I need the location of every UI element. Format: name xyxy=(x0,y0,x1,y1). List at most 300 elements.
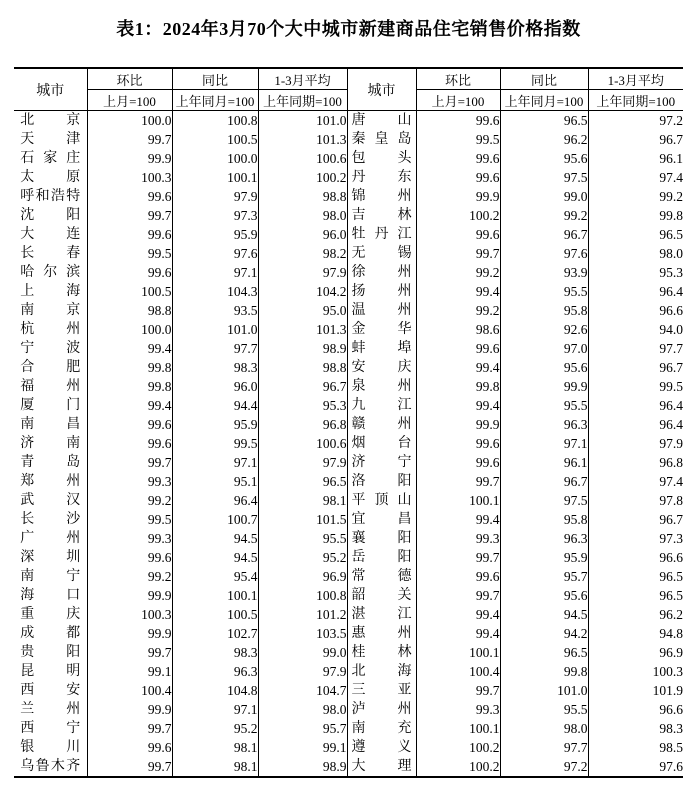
value-cell: 99.7 xyxy=(87,719,172,738)
value-cell: 95.3 xyxy=(258,396,347,415)
city-cell xyxy=(14,206,87,225)
table-row xyxy=(14,567,683,586)
table-row xyxy=(14,149,683,168)
city-name: 泸 州 xyxy=(351,702,412,717)
value-cell: 99.3 xyxy=(87,529,172,548)
header-mom-right: 环比 xyxy=(416,68,500,90)
value-cell: 94.5 xyxy=(500,605,588,624)
city-name: 金 华 xyxy=(351,322,412,337)
value-cell: 97.7 xyxy=(500,738,588,757)
value-cell: 99.8 xyxy=(87,358,172,377)
value-cell: 96.7 xyxy=(659,131,683,147)
city-name: 湛 江 xyxy=(351,607,412,622)
city-name: 徐 州 xyxy=(351,265,412,280)
table-row xyxy=(14,339,683,358)
city-cell xyxy=(14,301,87,320)
city-cell xyxy=(14,757,87,777)
value-cell: 96.5 xyxy=(659,568,683,584)
value-cell: 97.4 xyxy=(659,169,683,185)
city-name: 深 圳 xyxy=(20,550,81,565)
city-name: 太 原 xyxy=(20,170,81,185)
value-cell: 94.0 xyxy=(659,321,683,337)
value-cell: 100.7 xyxy=(172,510,258,529)
value-cell: 99.5 xyxy=(172,434,258,453)
value-cell: 94.4 xyxy=(172,396,258,415)
value-cell: 99.6 xyxy=(87,225,172,244)
city-cell xyxy=(347,719,416,738)
value-cell: 94.2 xyxy=(500,624,588,643)
value-cell: 98.1 xyxy=(172,757,258,777)
city-name: 海 口 xyxy=(20,588,81,603)
city-name: 济 宁 xyxy=(351,455,412,470)
value-cell: 100.2 xyxy=(416,206,500,225)
city-cell xyxy=(14,282,87,301)
city-cell xyxy=(14,586,87,605)
city-name: 昆 明 xyxy=(20,664,81,679)
page-title: 表1：2024年3月70个大中城市新建商品住宅销售价格指数 xyxy=(116,19,581,39)
city-cell xyxy=(347,548,416,567)
value-cell: 95.5 xyxy=(500,282,588,301)
value-cell: 99.6 xyxy=(416,111,500,131)
value-cell: 95.7 xyxy=(258,719,347,738)
city-name: 烟 台 xyxy=(351,436,412,451)
city-name: 丹 东 xyxy=(351,170,412,185)
value-cell: 100.0 xyxy=(172,149,258,168)
value-cell: 96.7 xyxy=(659,511,683,527)
value-cell: 97.9 xyxy=(258,662,347,681)
value-cell: 100.3 xyxy=(652,663,683,679)
value-cell: 96.4 xyxy=(659,397,683,413)
value-cell: 99.6 xyxy=(87,434,172,453)
value-cell: 96.8 xyxy=(258,415,347,434)
header-avg-base-right: 上年同期=100 xyxy=(588,90,683,111)
city-name: 重 庆 xyxy=(20,607,81,622)
value-cell: 95.9 xyxy=(172,225,258,244)
value-cell: 93.5 xyxy=(172,301,258,320)
city-cell xyxy=(14,700,87,719)
value-cell: 97.1 xyxy=(172,453,258,472)
value-cell: 100.5 xyxy=(172,130,258,149)
table-row xyxy=(14,225,683,244)
value-cell: 99.3 xyxy=(87,472,172,491)
value-cell: 95.8 xyxy=(500,301,588,320)
city-name: 北 京 xyxy=(20,113,81,128)
value-cell: 99.9 xyxy=(416,187,500,206)
city-cell xyxy=(14,358,87,377)
value-cell: 98.8 xyxy=(87,301,172,320)
value-cell: 94.5 xyxy=(172,548,258,567)
value-cell: 101.5 xyxy=(258,510,347,529)
city-name: 秦 皇 岛 xyxy=(351,132,412,147)
value-cell: 99.6 xyxy=(87,548,172,567)
table-row xyxy=(14,681,683,700)
table-row xyxy=(14,168,683,187)
value-cell: 100.1 xyxy=(172,168,258,187)
value-cell: 99.7 xyxy=(416,472,500,491)
value-cell: 96.0 xyxy=(258,225,347,244)
value-cell: 97.5 xyxy=(500,491,588,510)
value-cell: 98.8 xyxy=(258,187,347,206)
value-cell: 100.4 xyxy=(87,681,172,700)
value-cell: 99.6 xyxy=(87,415,172,434)
value-cell: 100.1 xyxy=(416,719,500,738)
value-cell: 95.9 xyxy=(172,415,258,434)
value-cell: 99.2 xyxy=(416,263,500,282)
city-name: 长 春 xyxy=(20,246,81,261)
city-cell xyxy=(14,263,87,282)
city-name: 九 江 xyxy=(351,398,412,413)
value-cell: 99.3 xyxy=(416,700,500,719)
city-name: 北 海 xyxy=(351,664,412,679)
value-cell: 97.0 xyxy=(500,339,588,358)
city-name: 厦 门 xyxy=(20,398,81,413)
value-cell: 97.9 xyxy=(659,435,683,451)
value-cell: 100.5 xyxy=(87,282,172,301)
header-row-groups xyxy=(14,68,683,90)
value-cell: 96.5 xyxy=(500,643,588,662)
value-cell: 99.6 xyxy=(416,168,500,187)
city-name: 哈 尔 滨 xyxy=(20,265,81,280)
value-cell: 99.8 xyxy=(87,377,172,396)
city-name: 沈 阳 xyxy=(20,208,81,223)
value-cell: 99.2 xyxy=(416,301,500,320)
value-cell: 99.4 xyxy=(87,339,172,358)
city-cell xyxy=(347,510,416,529)
city-cell xyxy=(347,415,416,434)
value-cell: 96.7 xyxy=(500,225,588,244)
value-cell: 99.4 xyxy=(416,510,500,529)
city-cell xyxy=(14,320,87,339)
city-name: 西 宁 xyxy=(20,721,81,736)
value-cell: 104.7 xyxy=(258,681,347,700)
header-avg-base-left: 上年同期=100 xyxy=(258,90,347,111)
value-cell: 101.0 xyxy=(500,681,588,700)
value-cell: 96.2 xyxy=(500,130,588,149)
city-name: 温 州 xyxy=(351,303,412,318)
header-city-left: 城市 xyxy=(14,68,87,111)
value-cell: 96.1 xyxy=(500,453,588,472)
city-cell xyxy=(14,491,87,510)
value-cell: 96.4 xyxy=(659,416,683,432)
city-cell xyxy=(347,757,416,777)
value-cell: 100.8 xyxy=(258,586,347,605)
value-cell: 95.3 xyxy=(659,264,683,280)
city-cell xyxy=(14,168,87,187)
city-name: 扬 州 xyxy=(351,284,412,299)
city-name: 大 理 xyxy=(351,759,412,774)
table-row xyxy=(14,320,683,339)
value-cell: 99.6 xyxy=(416,453,500,472)
value-cell: 99.9 xyxy=(87,700,172,719)
value-cell: 98.0 xyxy=(659,245,683,261)
value-cell: 99.1 xyxy=(258,738,347,757)
value-cell: 95.1 xyxy=(172,472,258,491)
value-cell: 102.7 xyxy=(172,624,258,643)
city-name: 石 家 庄 xyxy=(20,151,81,166)
value-cell: 98.0 xyxy=(500,719,588,738)
value-cell: 96.8 xyxy=(659,454,683,470)
value-cell: 92.6 xyxy=(500,320,588,339)
city-cell xyxy=(14,130,87,149)
city-cell xyxy=(14,719,87,738)
value-cell: 99.4 xyxy=(416,396,500,415)
value-cell: 94.5 xyxy=(172,529,258,548)
value-cell: 100.3 xyxy=(87,605,172,624)
value-cell: 99.6 xyxy=(416,339,500,358)
value-cell: 98.8 xyxy=(258,358,347,377)
value-cell: 99.6 xyxy=(87,187,172,206)
value-cell: 99.4 xyxy=(416,624,500,643)
city-cell xyxy=(347,586,416,605)
value-cell: 100.0 xyxy=(87,320,172,339)
city-name: 惠 州 xyxy=(351,626,412,641)
city-cell xyxy=(347,206,416,225)
city-name: 蚌 埠 xyxy=(351,341,412,356)
city-cell xyxy=(347,396,416,415)
value-cell: 97.5 xyxy=(500,168,588,187)
value-cell: 96.9 xyxy=(659,644,683,660)
city-name: 桂 林 xyxy=(351,645,412,660)
table-row xyxy=(14,738,683,757)
city-cell xyxy=(347,605,416,624)
value-cell: 99.6 xyxy=(416,434,500,453)
city-cell xyxy=(347,320,416,339)
value-cell: 99.7 xyxy=(87,643,172,662)
value-cell: 96.3 xyxy=(500,529,588,548)
city-cell xyxy=(14,396,87,415)
city-name: 襄 阳 xyxy=(351,531,412,546)
city-cell xyxy=(14,605,87,624)
value-cell: 99.2 xyxy=(659,188,683,204)
city-cell xyxy=(14,415,87,434)
value-cell: 93.9 xyxy=(500,263,588,282)
city-cell xyxy=(14,738,87,757)
value-cell: 95.0 xyxy=(258,301,347,320)
table-header xyxy=(14,68,683,111)
value-cell: 99.7 xyxy=(87,206,172,225)
city-name: 锦 州 xyxy=(351,189,412,204)
value-cell: 95.5 xyxy=(500,396,588,415)
value-cell: 95.8 xyxy=(500,510,588,529)
value-cell: 97.2 xyxy=(659,112,683,128)
value-cell: 100.2 xyxy=(258,168,347,187)
value-cell: 99.7 xyxy=(416,681,500,700)
city-name: 南 宁 xyxy=(20,569,81,584)
value-cell: 96.7 xyxy=(258,377,347,396)
value-cell: 104.8 xyxy=(172,681,258,700)
table-row xyxy=(14,415,683,434)
city-cell xyxy=(347,130,416,149)
city-cell xyxy=(14,453,87,472)
city-name: 南 京 xyxy=(20,303,81,318)
value-cell: 99.5 xyxy=(87,244,172,263)
city-cell xyxy=(14,681,87,700)
value-cell: 97.8 xyxy=(659,492,683,508)
table-row xyxy=(14,586,683,605)
table-row xyxy=(14,301,683,320)
city-cell xyxy=(347,700,416,719)
city-cell xyxy=(347,225,416,244)
value-cell: 96.4 xyxy=(172,491,258,510)
city-name: 青 岛 xyxy=(20,455,81,470)
city-name: 包 头 xyxy=(351,151,412,166)
city-cell xyxy=(347,187,416,206)
city-cell xyxy=(347,472,416,491)
value-cell: 97.7 xyxy=(659,340,683,356)
city-cell xyxy=(14,662,87,681)
value-cell: 97.3 xyxy=(172,206,258,225)
table-row xyxy=(14,662,683,681)
value-cell: 97.2 xyxy=(500,757,588,777)
table-row xyxy=(14,700,683,719)
city-name: 济 南 xyxy=(20,436,81,451)
city-cell xyxy=(347,453,416,472)
value-cell: 99.9 xyxy=(500,377,588,396)
value-cell: 99.6 xyxy=(416,567,500,586)
value-cell: 96.5 xyxy=(500,111,588,131)
city-cell xyxy=(14,510,87,529)
table-row xyxy=(14,396,683,415)
city-name: 上 海 xyxy=(20,284,81,299)
header-yoy-left: 同比 xyxy=(172,68,258,90)
city-name: 三 亚 xyxy=(351,683,412,698)
value-cell: 95.6 xyxy=(500,149,588,168)
value-cell: 100.6 xyxy=(258,434,347,453)
city-cell xyxy=(14,548,87,567)
value-cell: 98.6 xyxy=(416,320,500,339)
value-cell: 96.0 xyxy=(172,377,258,396)
value-cell: 96.3 xyxy=(172,662,258,681)
value-cell: 99.1 xyxy=(87,662,172,681)
city-name: 韶 关 xyxy=(351,588,412,603)
city-cell xyxy=(347,263,416,282)
value-cell: 100.2 xyxy=(416,738,500,757)
value-cell: 101.9 xyxy=(652,682,683,698)
city-name: 长 沙 xyxy=(20,512,81,527)
city-name: 洛 阳 xyxy=(351,474,412,489)
value-cell: 95.5 xyxy=(500,700,588,719)
value-cell: 95.6 xyxy=(500,358,588,377)
value-cell: 100.1 xyxy=(416,491,500,510)
value-cell: 100.8 xyxy=(172,111,258,131)
city-cell xyxy=(14,339,87,358)
value-cell: 96.6 xyxy=(659,701,683,717)
price-index-table xyxy=(14,67,683,778)
value-cell: 96.6 xyxy=(659,302,683,318)
city-cell xyxy=(14,643,87,662)
value-cell: 101.2 xyxy=(258,605,347,624)
value-cell: 97.3 xyxy=(659,530,683,546)
value-cell: 99.5 xyxy=(87,510,172,529)
header-mom-base-right: 上月=100 xyxy=(416,90,500,111)
table-row xyxy=(14,605,683,624)
value-cell: 99.4 xyxy=(416,605,500,624)
header-mom-left: 环比 xyxy=(87,68,172,90)
header-avg-left: 1-3月平均 xyxy=(258,68,347,90)
value-cell: 95.4 xyxy=(172,567,258,586)
value-cell: 99.4 xyxy=(416,282,500,301)
value-cell: 99.2 xyxy=(87,567,172,586)
city-name: 泉 州 xyxy=(351,379,412,394)
city-name: 常 德 xyxy=(351,569,412,584)
value-cell: 97.6 xyxy=(500,244,588,263)
city-name: 贵 阳 xyxy=(20,645,81,660)
table-row xyxy=(14,643,683,662)
city-cell xyxy=(14,377,87,396)
value-cell: 98.1 xyxy=(172,738,258,757)
value-cell: 96.5 xyxy=(659,226,683,242)
value-cell: 96.3 xyxy=(500,415,588,434)
value-cell: 104.2 xyxy=(258,282,347,301)
value-cell: 99.7 xyxy=(87,130,172,149)
value-cell: 95.5 xyxy=(258,529,347,548)
value-cell: 97.9 xyxy=(172,187,258,206)
table-row xyxy=(14,434,683,453)
header-yoy-base-left: 上年同月=100 xyxy=(172,90,258,111)
value-cell: 100.4 xyxy=(416,662,500,681)
value-cell: 99.2 xyxy=(500,206,588,225)
header-city-right: 城市 xyxy=(347,68,416,111)
value-cell: 99.0 xyxy=(500,187,588,206)
city-name: 兰 州 xyxy=(20,702,81,717)
table-row xyxy=(14,548,683,567)
city-name: 广 州 xyxy=(20,531,81,546)
value-cell: 99.0 xyxy=(258,643,347,662)
value-cell: 97.1 xyxy=(500,434,588,453)
value-cell: 97.7 xyxy=(172,339,258,358)
value-cell: 98.2 xyxy=(258,244,347,263)
value-cell: 95.2 xyxy=(258,548,347,567)
city-name: 岳 阳 xyxy=(351,550,412,565)
value-cell: 99.5 xyxy=(416,130,500,149)
value-cell: 98.0 xyxy=(258,700,347,719)
value-cell: 97.6 xyxy=(659,758,683,774)
city-cell xyxy=(347,244,416,263)
table-row xyxy=(14,624,683,643)
value-cell: 98.5 xyxy=(659,739,683,755)
city-name: 天 津 xyxy=(20,132,81,147)
value-cell: 99.5 xyxy=(659,378,683,394)
city-cell xyxy=(347,301,416,320)
value-cell: 101.0 xyxy=(172,320,258,339)
value-cell: 99.9 xyxy=(87,586,172,605)
city-name: 吉 林 xyxy=(351,208,412,223)
city-cell xyxy=(347,662,416,681)
city-cell xyxy=(347,282,416,301)
city-cell xyxy=(347,358,416,377)
value-cell: 100.1 xyxy=(172,586,258,605)
city-cell xyxy=(347,168,416,187)
city-cell xyxy=(347,567,416,586)
value-cell: 98.9 xyxy=(258,339,347,358)
city-name: 宜 昌 xyxy=(351,512,412,527)
header-yoy-right: 同比 xyxy=(500,68,588,90)
city-name: 郑 州 xyxy=(20,474,81,489)
table-row xyxy=(14,358,683,377)
table-row xyxy=(14,510,683,529)
city-cell xyxy=(14,624,87,643)
value-cell: 97.4 xyxy=(659,473,683,489)
table-row xyxy=(14,282,683,301)
table-row xyxy=(14,529,683,548)
city-cell xyxy=(14,472,87,491)
city-name: 安 庆 xyxy=(351,360,412,375)
city-name: 南 昌 xyxy=(20,417,81,432)
value-cell: 96.4 xyxy=(659,283,683,299)
city-name: 呼 和 浩 特 xyxy=(20,189,81,204)
value-cell: 97.1 xyxy=(172,700,258,719)
value-cell: 97.1 xyxy=(172,263,258,282)
